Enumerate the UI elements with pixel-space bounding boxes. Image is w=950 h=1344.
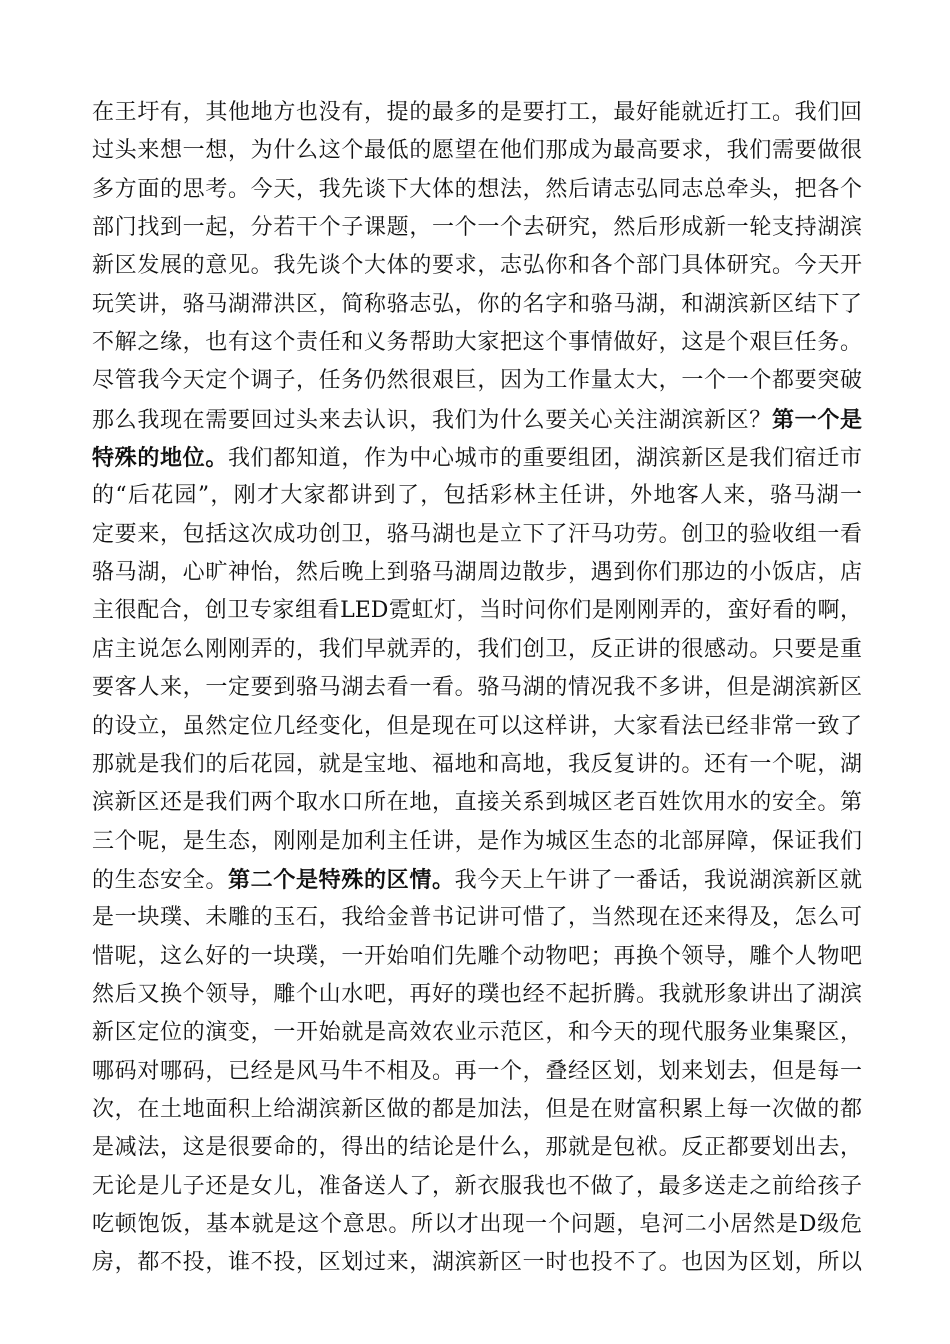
body-text: 那就是我们的后花园，就是宝地、福地和高地，我反复讲的。还有一个呢，湖 bbox=[92, 751, 862, 777]
body-text: 房，都不投，谁不投，区划过来，湖滨新区一时也投不了。也因为区划，所以 bbox=[92, 1250, 862, 1276]
text-line bbox=[92, 669, 862, 707]
body-text: 是一块璞、未雕的玉石，我给金普书记讲可惜了，当然现在还来得及，怎么可 bbox=[92, 905, 862, 931]
text-line bbox=[92, 823, 862, 861]
text-line bbox=[92, 1244, 862, 1282]
body-text: 多方面的思考。今天，我先谈下大体的想法，然后请志弘同志总牵头，把各个 bbox=[92, 176, 862, 202]
bold-heading-text: 第二个是特殊的区情。 bbox=[228, 866, 455, 893]
text-line bbox=[92, 1053, 862, 1091]
text-line bbox=[92, 477, 862, 515]
body-text: 不解之缘，也有这个责任和义务帮助大家把这个事情做好，这是个艰巨任务。 bbox=[92, 330, 862, 356]
text-line bbox=[92, 1014, 862, 1052]
body-text: 尽管我今天定个调子，任务仍然很艰巨，因为工作量太大，一个一个都要突破 bbox=[92, 368, 862, 394]
body-text: 次，在土地面积上给湖滨新区做的都是加法，但是在财富积累上每一次做的都 bbox=[92, 1096, 862, 1122]
body-text: 主很配合，创卫专家组看LED霓虹灯，当时问你们是刚刚弄的，蛮好看的啊， bbox=[92, 598, 862, 624]
body-text: 无论是儿子还是女儿，准备送人了，新衣服我也不做了，最多送走之前给孩子 bbox=[92, 1173, 862, 1199]
body-text: 惜呢，这么好的一块璞，一开始咱们先雕个动物吧；再换个领导，雕个人物吧 bbox=[92, 943, 862, 969]
text-line bbox=[92, 938, 862, 976]
text-line bbox=[92, 401, 862, 439]
text-line bbox=[92, 1206, 862, 1244]
body-text: 的生态安全。 bbox=[92, 867, 228, 893]
text-line bbox=[92, 976, 862, 1014]
text-line bbox=[92, 1168, 862, 1206]
body-text: 我今天上午讲了一番话，我说湖滨新区就 bbox=[454, 867, 862, 893]
body-text: 然后又换个领导，雕个山水吧，再好的璞也经不起折腾。我就形象讲出了湖滨 bbox=[92, 981, 862, 1007]
body-text: 要客人来，一定要到骆马湖去看一看。骆马湖的情况我不多讲，但是湖滨新区 bbox=[92, 675, 862, 701]
text-line bbox=[92, 746, 862, 784]
text-line bbox=[92, 899, 862, 937]
body-text: 在王圩有，其他地方也没有，提的最多的是要打工，最好能就近打工。我们回 bbox=[92, 100, 862, 125]
body-text: 的设立，虽然定位几经变化，但是现在可以这样讲，大家看法已经非常一致了 bbox=[92, 713, 862, 739]
text-line bbox=[92, 861, 862, 899]
body-text: 玩笑讲，骆马湖滞洪区，简称骆志弘，你的名字和骆马湖，和湖滨新区结下了 bbox=[92, 291, 862, 317]
body-text: 的“后花园”，刚才大家都讲到了，包括彩林主任讲，外地客人来，骆马湖一 bbox=[92, 483, 862, 509]
body-text: 部门找到一起，分若干个子课题，一个一个去研究，然后形成新一轮支持湖滨 bbox=[92, 215, 862, 241]
body-text: 三个呢，是生态，刚刚是加利主任讲，是作为城区生态的北部屏障，保证我们 bbox=[92, 828, 862, 854]
document-page bbox=[92, 94, 862, 1283]
text-line bbox=[92, 592, 862, 630]
body-text: 是减法，这是很要命的，得出的结论是什么，那就是包袱。反正都要划出去， bbox=[92, 1135, 862, 1161]
body-text: 哪码对哪码，已经是风马牛不相及。再一个，叠经区划，划来划去，但是每一 bbox=[92, 1058, 862, 1084]
text-line bbox=[92, 209, 862, 247]
text-line bbox=[92, 784, 862, 822]
text-line bbox=[92, 1091, 862, 1129]
body-text: 骆马湖，心旷神怡，然后晚上到骆马湖周边散步，遇到你们那边的小饭店，店 bbox=[92, 560, 862, 586]
text-line bbox=[92, 247, 862, 285]
body-text: 吃顿饱饭，基本就是这个意思。所以才出现一个问题，皂河二小居然是D级危 bbox=[92, 1211, 862, 1237]
text-line bbox=[92, 171, 862, 209]
body-text: 店主说怎么刚刚弄的，我们早就弄的，我们创卫，反正讲的很感动。只要是重 bbox=[92, 636, 862, 662]
text-line bbox=[92, 132, 862, 170]
text-line bbox=[92, 708, 862, 746]
text-line bbox=[92, 1129, 862, 1167]
body-text: 滨新区还是我们两个取水口所在地，直接关系到城区老百姓饮用水的安全。第 bbox=[92, 790, 862, 816]
text-line bbox=[92, 324, 862, 362]
body-text: 定要来，包括这次成功创卫，骆马湖也是立下了汗马功劳。创卫的验收组一看 bbox=[92, 521, 862, 547]
text-line bbox=[92, 516, 862, 554]
text-line bbox=[92, 286, 862, 324]
body-text: 那么我现在需要回过头来去认识，我们为什么要关心关注湖滨新区？ bbox=[92, 407, 772, 433]
body-text: 过头来想一想，为什么这个最低的愿望在他们那成为最高要求，我们需要做很 bbox=[92, 138, 862, 164]
bold-heading-text: 第一个是 bbox=[771, 406, 862, 433]
body-text: 我们都知道，作为中心城市的重要组团，湖滨新区是我们宿迁市 bbox=[228, 446, 862, 472]
body-text: 新区定位的演变，一开始就是高效农业示范区，和今天的现代服务业集聚区， bbox=[92, 1020, 862, 1046]
text-line bbox=[92, 439, 862, 477]
text-line bbox=[92, 631, 862, 669]
bold-heading-text: 特殊的地位。 bbox=[92, 445, 228, 472]
text-line bbox=[92, 94, 862, 132]
text-line bbox=[92, 362, 862, 400]
body-text: 新区发展的意见。我先谈个大体的要求，志弘你和各个部门具体研究。今天开 bbox=[92, 253, 862, 279]
text-line bbox=[92, 554, 862, 592]
